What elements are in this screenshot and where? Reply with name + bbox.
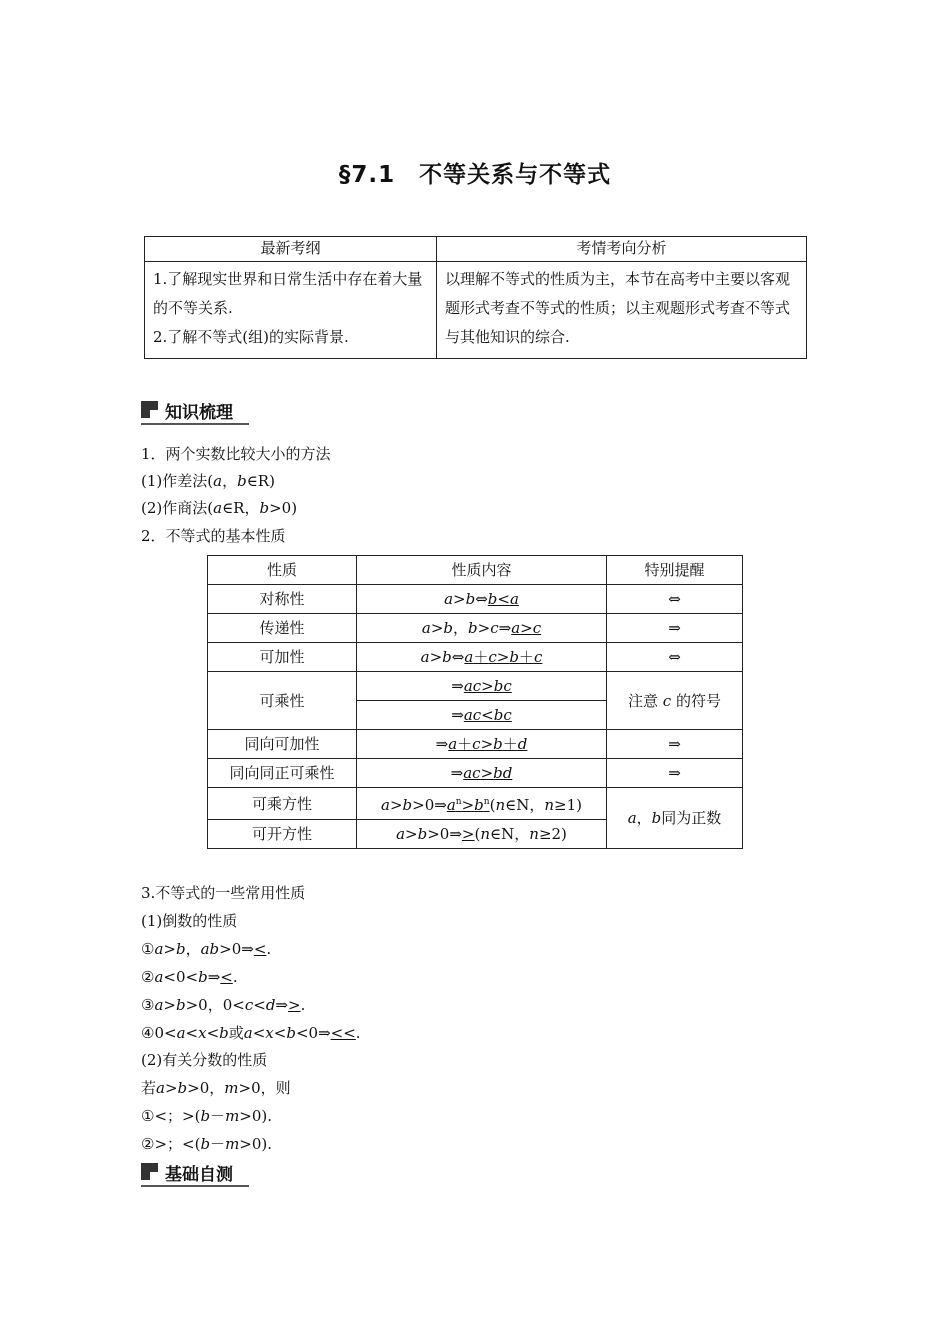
reciprocal-rule-1: ①a>b，ab>0⇒<.: [141, 940, 272, 958]
item-1-1: (1)作差法(a，b∈R): [141, 472, 275, 490]
prop-name: 可乘方性: [208, 788, 357, 820]
page-title: §7.1 不等关系与不等式: [338, 162, 612, 188]
prop-content: $a>b>0\Rightarrow a^n>b^n(n\in N$，n≥1): [357, 788, 607, 820]
prop-note: ⇒: [607, 730, 743, 759]
prop-note: a，b同为正数: [607, 788, 743, 849]
prop-content: ⇒ac<bc: [357, 701, 607, 730]
prop-note: ⇔: [607, 643, 743, 672]
fraction-rule-1: ①<；>(b－m>0).: [141, 1107, 273, 1125]
section-square-icon: [141, 1163, 158, 1180]
prop-name: 可加性: [208, 643, 357, 672]
prop-header-note: 特别提醒: [607, 556, 743, 585]
section-knowledge-header: [141, 398, 251, 426]
table-row: [208, 643, 743, 672]
prop-content: a>b⇔a＋c>b＋c: [357, 643, 607, 672]
outline-left-line-1: 1.了解现实世界和日常生活中存在着大量的不等关系.: [153, 270, 423, 317]
fraction-rule-2: ②>；<(b－m>0).: [141, 1135, 273, 1153]
section-underline: [141, 423, 249, 425]
reciprocal-rule-2: ②a<0<b⇒<.: [141, 968, 238, 986]
prop-name: 同向可加性: [208, 730, 357, 759]
outline-right-cell: 以理解不等式的性质为主，本节在高考中主要以客观题形式考查不等式的性质；以主观题形式考查不等式与其他知识的综合.: [437, 262, 807, 359]
prop-content: a>b>0⇒>(n∈N，n≥2): [357, 820, 607, 849]
prop-content: ⇒ac>bd: [357, 759, 607, 788]
prop-note: ⇔: [607, 585, 743, 614]
table-row: [208, 759, 743, 788]
outline-header-left: 最新考纲: [145, 237, 437, 262]
table-row: [208, 585, 743, 614]
item-3-2: (2)有关分数的性质: [141, 1051, 268, 1069]
prop-content: ⇒ac>bc: [357, 672, 607, 701]
prop-content: a>b，b>c⇒a>c: [357, 614, 607, 643]
prop-note: 注意 c 的符号: [607, 672, 743, 730]
section-square-icon: [141, 401, 158, 418]
prop-content: ⇒a＋c>b＋d: [357, 730, 607, 759]
prop-note: ⇒: [607, 614, 743, 643]
section-underline: [141, 1185, 249, 1187]
prop-note: ⇒: [607, 759, 743, 788]
table-row: [208, 614, 743, 643]
prop-name: 同向同正可乘性: [208, 759, 357, 788]
prop-name: 传递性: [208, 614, 357, 643]
table-row: [208, 672, 743, 701]
item-3-1: (1)倒数的性质: [141, 912, 238, 930]
section-knowledge-title: 知识梳理: [165, 403, 233, 423]
outline-header-right: 考情考向分析: [437, 237, 807, 262]
prop-name: 可乘性: [208, 672, 357, 730]
prop-header-content: 性质内容: [357, 556, 607, 585]
prop-content: a>b⇔b<a: [357, 585, 607, 614]
outline-left-cell: [145, 262, 437, 359]
outline-table: [144, 236, 807, 359]
item-1: 1．两个实数比较大小的方法: [141, 445, 331, 463]
properties-table: [207, 555, 743, 849]
reciprocal-rule-3: ③a>b>0，0<c<d⇒>.: [141, 996, 306, 1014]
outline-left-line-2: 2.了解不等式(组)的实际背景.: [153, 328, 349, 346]
table-row: [208, 730, 743, 759]
prop-name: 可开方性: [208, 820, 357, 849]
section-selftest-title: 基础自测: [165, 1165, 233, 1185]
prop-header-name: 性质: [208, 556, 357, 585]
prop-name: 对称性: [208, 585, 357, 614]
item-1-2: (2)作商法(a∈R，b>0): [141, 499, 298, 517]
reciprocal-rule-4: ④0<a<x<b或a<x<b<0⇒<<.: [141, 1024, 361, 1042]
item-3: 3.不等式的一些常用性质: [141, 884, 306, 902]
fraction-condition: 若a>b>0，m>0，则: [141, 1079, 291, 1097]
item-2: 2．不等式的基本性质: [141, 527, 286, 545]
table-row: [208, 788, 743, 820]
section-selftest-header: [141, 1160, 251, 1188]
